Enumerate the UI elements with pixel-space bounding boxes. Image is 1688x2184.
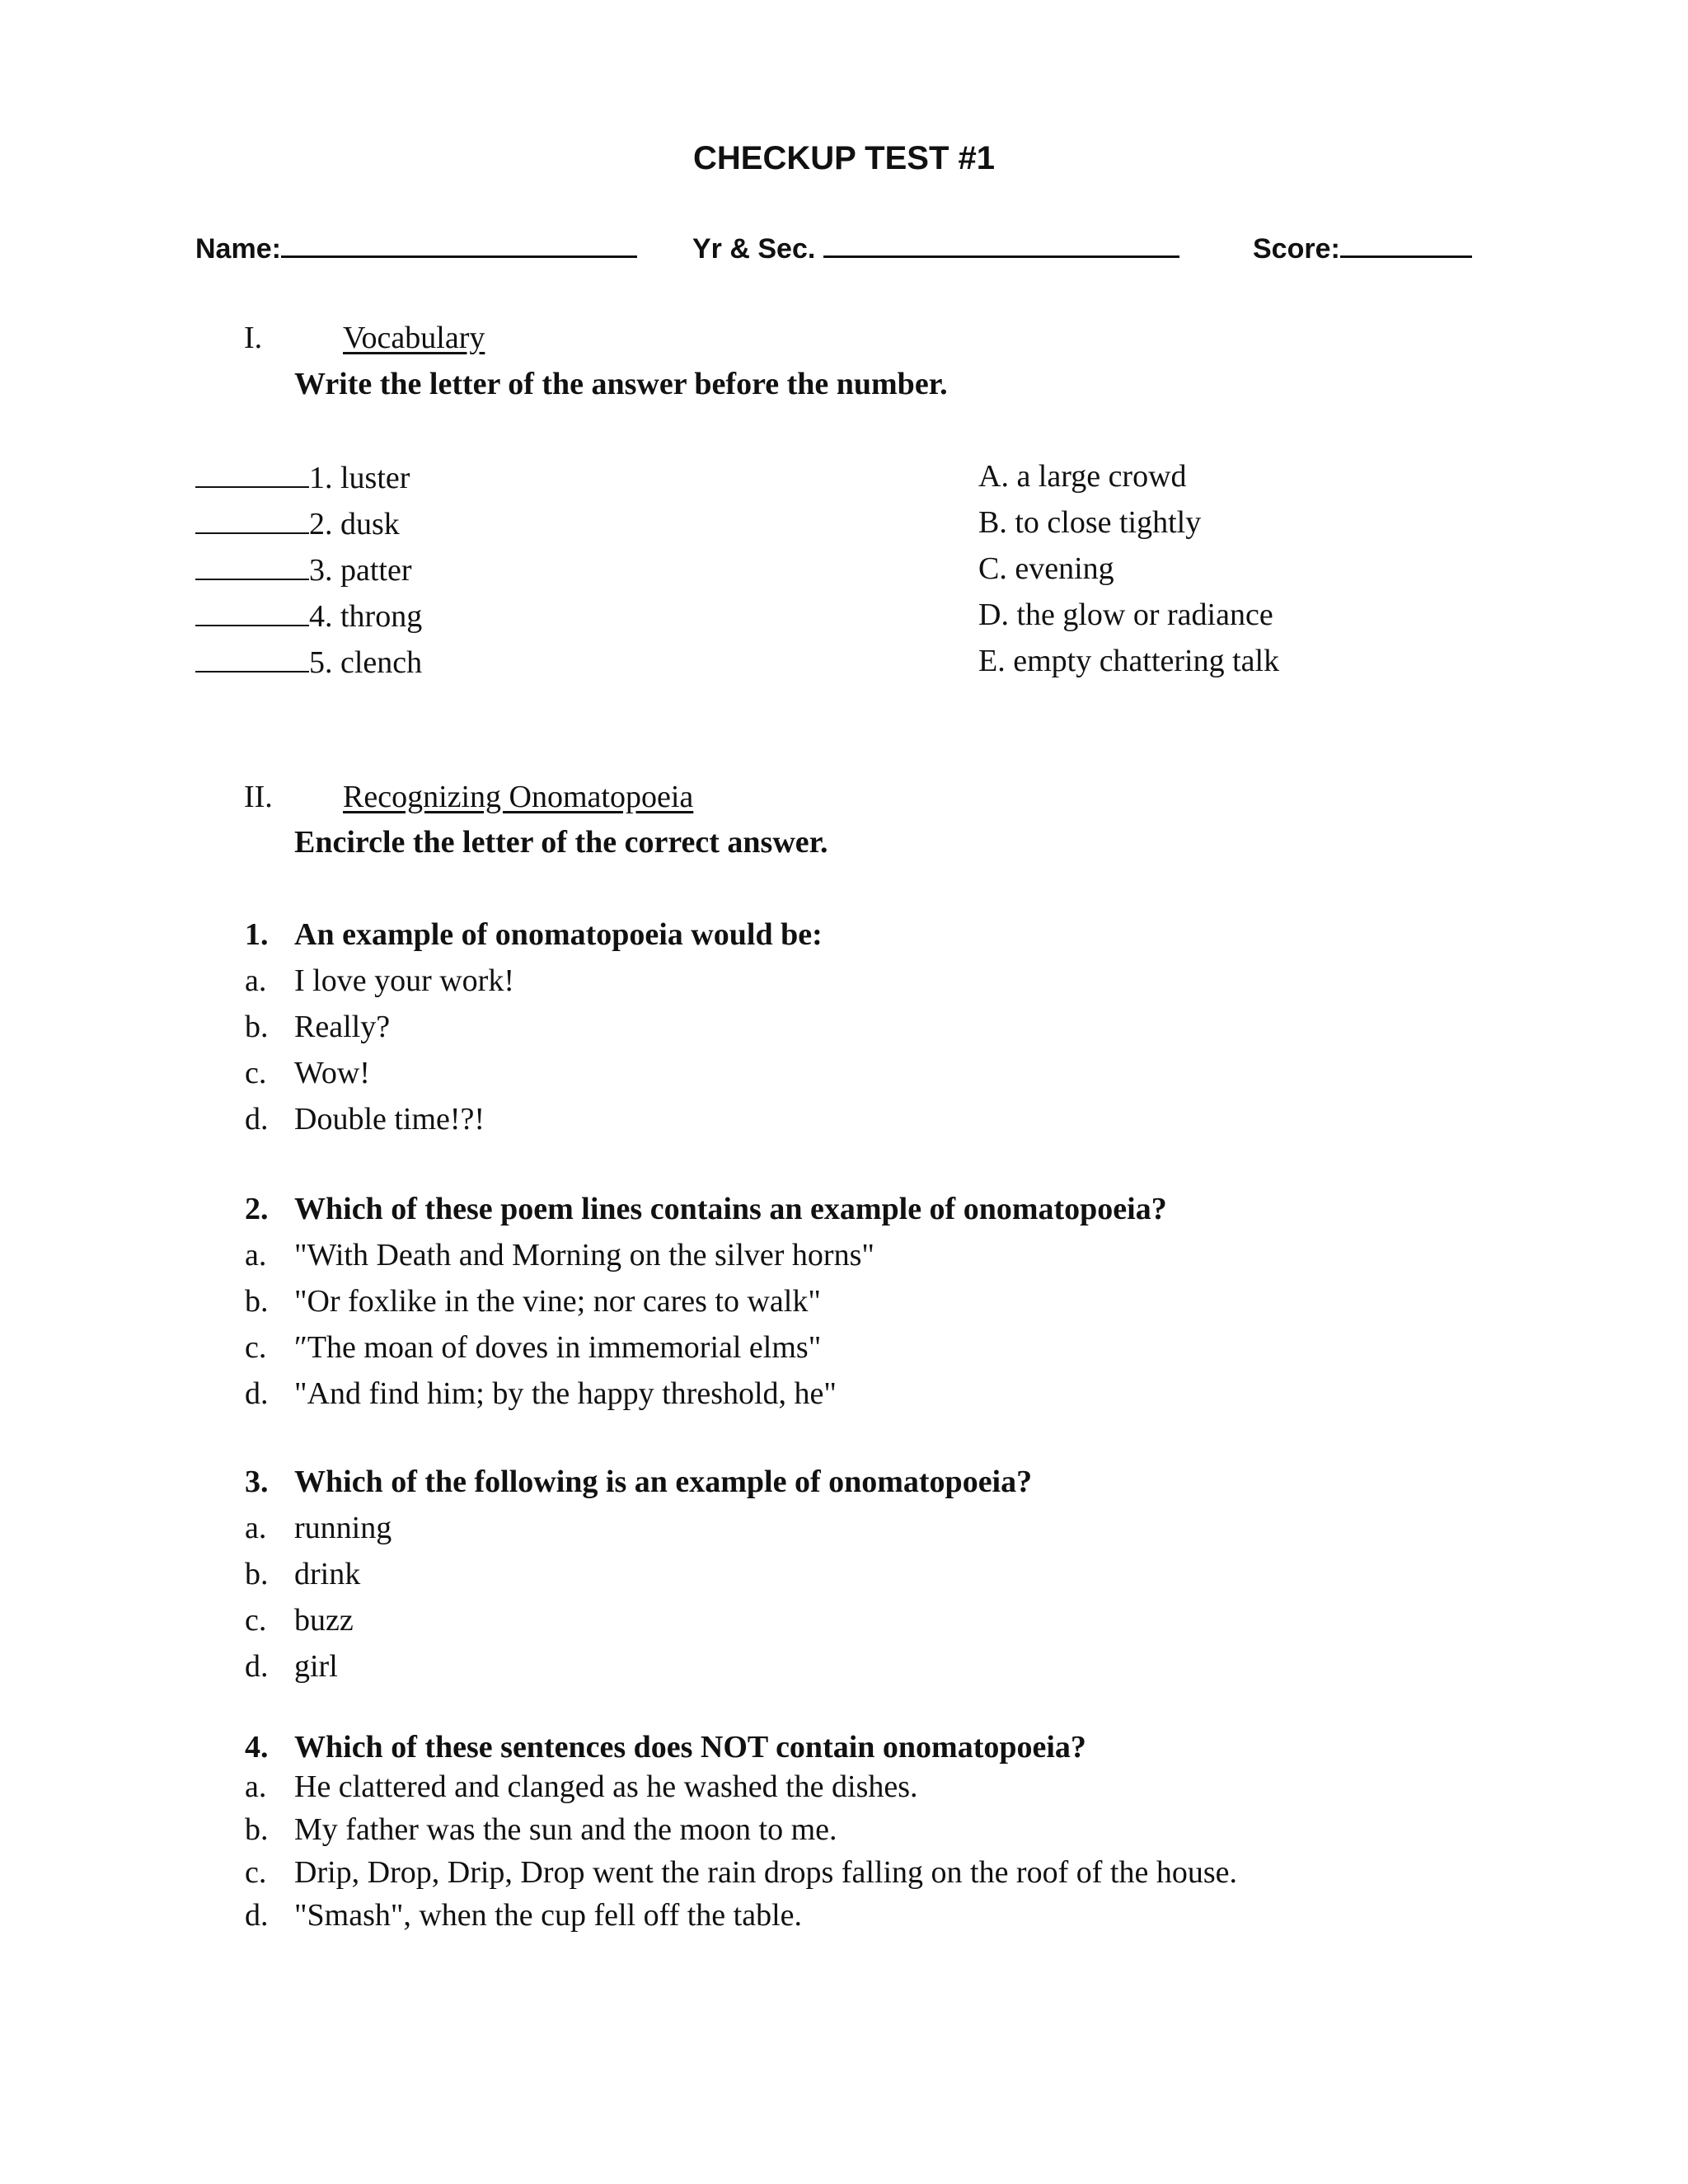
section2-title: Recognizing Onomatopoeia — [343, 780, 694, 814]
score-blank[interactable] — [1340, 231, 1472, 258]
vocab-term: 5. clench — [309, 645, 423, 680]
option-text: Double time!?! — [294, 1102, 485, 1137]
score-label: Score: — [1253, 233, 1340, 265]
question-number: 3. — [245, 1465, 269, 1499]
option-letter[interactable]: c. — [245, 1330, 267, 1365]
option-letter[interactable]: a. — [245, 1769, 267, 1804]
name-label: Name: — [195, 233, 281, 265]
answer-blank[interactable] — [195, 551, 309, 580]
vocab-item — [195, 504, 1432, 546]
option-text: ″The moan of doves in immemorial elms" — [294, 1330, 822, 1365]
option-text: girl — [294, 1649, 338, 1684]
option-letter[interactable]: d. — [245, 1649, 269, 1684]
question-text: Which of these poem lines contains an example of onomatopoeia? — [294, 1192, 1167, 1226]
option-text: Drip, Drop, Drip, Drop went the rain drops falling on the roof of the house. — [294, 1855, 1237, 1890]
section1-instruction: Write the letter of the answer before the number. — [294, 367, 948, 401]
question-number: 2. — [245, 1192, 269, 1226]
option-text: I love your work! — [294, 963, 514, 998]
option-text: Wow! — [294, 1056, 370, 1090]
section1-numeral: I. — [244, 321, 263, 355]
yrsec-label: Yr & Sec. — [692, 233, 816, 265]
option-text: running — [294, 1511, 392, 1545]
option-text: "With Death and Morning on the silver horns" — [294, 1238, 874, 1272]
option-letter[interactable]: a. — [245, 963, 267, 998]
yrsec-field[interactable] — [692, 231, 1179, 265]
option-text: My father was the sun and the moon to me. — [294, 1812, 837, 1847]
option-letter[interactable]: b. — [245, 1284, 269, 1319]
option-letter[interactable]: d. — [245, 1898, 269, 1933]
section2-numeral: II. — [244, 780, 273, 814]
vocab-item — [195, 551, 1432, 592]
option-letter[interactable]: b. — [245, 1557, 269, 1591]
option-text: "Smash", when the cup fell off the table. — [294, 1898, 802, 1933]
vocab-definition: A. a large crowd — [978, 459, 1187, 494]
question-number: 4. — [245, 1730, 269, 1765]
option-letter[interactable]: b. — [245, 1812, 269, 1847]
page-title: CHECKUP TEST #1 — [692, 140, 995, 176]
answer-blank[interactable] — [195, 504, 309, 534]
section1-title: Vocabulary — [343, 321, 485, 355]
option-text: He clattered and clanged as he washed the dishes. — [294, 1769, 918, 1804]
name-field[interactable] — [195, 231, 637, 265]
question-number: 1. — [245, 917, 269, 952]
section2-instruction: Encircle the letter of the correct answer. — [294, 825, 828, 860]
option-letter[interactable]: d. — [245, 1376, 269, 1411]
vocab-term: 4. throng — [309, 599, 423, 634]
question-text: An example of onomatopoeia would be: — [294, 917, 823, 952]
vocab-item — [195, 597, 1432, 638]
option-text: drink — [294, 1557, 361, 1591]
option-letter[interactable]: a. — [245, 1511, 267, 1545]
yrsec-blank[interactable] — [823, 231, 1179, 258]
option-letter[interactable]: d. — [245, 1102, 269, 1137]
option-letter[interactable]: b. — [245, 1010, 269, 1044]
option-text: Really? — [294, 1010, 391, 1044]
vocab-definition: C. evening — [978, 551, 1114, 586]
vocab-definition: D. the glow or radiance — [978, 598, 1273, 632]
vocab-item — [195, 643, 1432, 684]
option-letter[interactable]: c. — [245, 1056, 267, 1090]
option-letter[interactable]: c. — [245, 1603, 267, 1638]
vocab-definition: B. to close tightly — [978, 505, 1202, 540]
vocab-definition: E. empty chattering talk — [978, 644, 1280, 678]
option-letter[interactable]: c. — [245, 1855, 267, 1890]
option-text: "And find him; by the happy threshold, he" — [294, 1376, 837, 1411]
option-text: "Or foxlike in the vine; nor cares to walk" — [294, 1284, 821, 1319]
vocab-term: 2. dusk — [309, 507, 400, 541]
vocab-term: 3. patter — [309, 553, 412, 588]
question-text: Which of these sentences does NOT contain onomatopoeia? — [294, 1730, 1086, 1765]
answer-blank[interactable] — [195, 597, 309, 626]
question-text: Which of the following is an example of onomatopoeia? — [294, 1465, 1033, 1499]
answer-blank[interactable] — [195, 458, 309, 488]
option-text: buzz — [294, 1603, 354, 1638]
vocab-term: 1. luster — [309, 461, 410, 495]
option-letter[interactable]: a. — [245, 1238, 267, 1272]
name-blank[interactable] — [281, 231, 637, 258]
score-field[interactable] — [1253, 231, 1472, 265]
vocab-item — [195, 458, 1432, 499]
answer-blank[interactable] — [195, 643, 309, 673]
